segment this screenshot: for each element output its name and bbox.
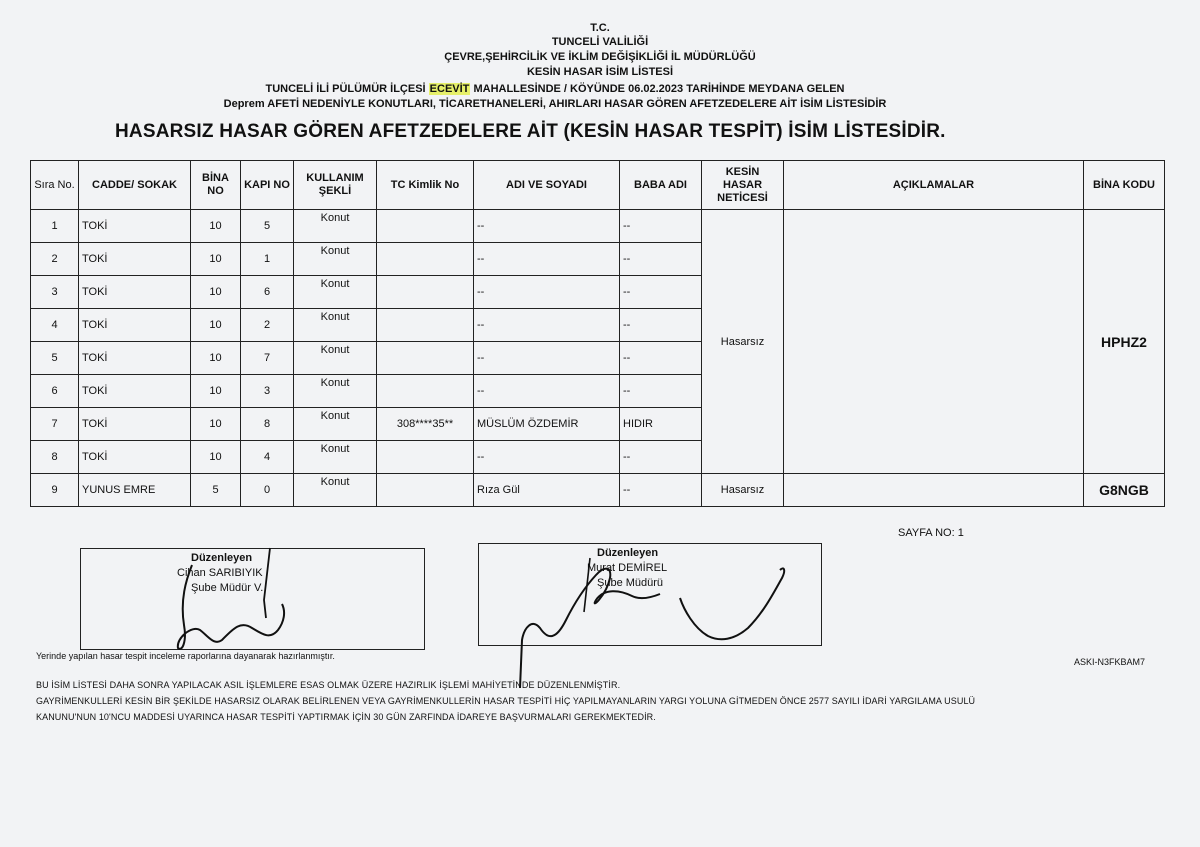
cell-ad: --	[474, 342, 620, 375]
footer-note-1: BU İSİM LİSTESİ DAHA SONRA YAPILACAK ASIL İŞLEMLERE ESAS OLMAK ÜZERE HAZIRLIK İŞLEMİ MAHİYETİNDE DÜZENLENMİŞTİR.	[36, 680, 621, 690]
signature-stroke-1	[178, 565, 284, 649]
cell-sira: 4	[31, 309, 79, 342]
cell-bina: 10	[191, 408, 241, 441]
cell-kapi: 7	[241, 342, 294, 375]
cell-kullanim: Konut	[294, 375, 377, 408]
cell-ad: --	[474, 243, 620, 276]
cell-bina: 10	[191, 210, 241, 243]
cell-bina: 10	[191, 441, 241, 474]
cell-cadde: TOKİ	[79, 408, 191, 441]
cell-sira: 2	[31, 243, 79, 276]
cell-bina: 10	[191, 309, 241, 342]
header-mudurluk: ÇEVRE,ŞEHİRCİLİK VE İKLİM DEĞİŞİKLİĞİ İL MÜDÜRLÜĞÜ	[444, 51, 756, 63]
col-bina-no: BİNA NO	[191, 161, 241, 210]
cell-ad: --	[474, 309, 620, 342]
cell-tc: 308****35**	[377, 408, 474, 441]
cell-baba: --	[620, 210, 702, 243]
cell-kapi: 1	[241, 243, 294, 276]
header-disaster: Deprem AFETİ NEDENİYLE KONUTLARI, TİCARETHANELERİ, AHIRLARI HASAR GÖREN AFETZEDELERE AİT İSİM LİSTESİDİR	[223, 98, 887, 110]
cell-kullanim: Konut	[294, 210, 377, 243]
cell-cadde: TOKİ	[79, 441, 191, 474]
col-bina-kodu: BİNA KODU	[1084, 161, 1165, 210]
cell-kesin-group1: Hasarsız	[702, 210, 784, 474]
signature-stroke-2c	[584, 558, 590, 612]
cell-bina-kodu-group1: HPHZ2	[1084, 210, 1165, 474]
cell-sira: 9	[31, 474, 79, 507]
cell-baba: --	[620, 474, 702, 507]
cell-kullanim: Konut	[294, 243, 377, 276]
cell-kullanim: Konut	[294, 441, 377, 474]
cell-kullanim: Konut	[294, 408, 377, 441]
cell-sira: 3	[31, 276, 79, 309]
cell-kullanim: Konut	[294, 474, 377, 507]
cell-kullanim: Konut	[294, 276, 377, 309]
cell-cadde: TOKİ	[79, 276, 191, 309]
header-location-post: MAHALLESİNDE / KÖYÜNDE 06.02.2023 TARİHİNDE MEYDANA GELEN	[470, 83, 845, 95]
col-kullanim: KULLANIM ŞEKLİ	[294, 161, 377, 210]
signature-stroke-2	[520, 569, 660, 688]
cell-kullanim: Konut	[294, 309, 377, 342]
header-location-highlight: ECEVİT	[429, 83, 470, 95]
header-tc: T.C.	[590, 22, 610, 34]
cell-cadde: TOKİ	[79, 375, 191, 408]
col-kapi-no: KAPI NO	[241, 161, 294, 210]
col-sira: Sıra No.	[31, 161, 79, 210]
cell-bina: 10	[191, 276, 241, 309]
cell-baba: --	[620, 243, 702, 276]
col-kesin: KESİN HASAR NETİCESİ	[702, 161, 784, 210]
sig2-role: Şube Müdürü	[597, 577, 664, 589]
cell-cadde: TOKİ	[79, 309, 191, 342]
col-tc: TC Kimlik No	[377, 161, 474, 210]
cell-ad: MÜSLÜM ÖZDEMİR	[474, 408, 620, 441]
cell-bina-kodu-row9: G8NGB	[1084, 474, 1165, 507]
sig1-name: Cihan SARIBIYIK	[177, 567, 263, 579]
cell-sira: 8	[31, 441, 79, 474]
cell-cadde: YUNUS EMRE	[79, 474, 191, 507]
header-location-pre: TUNCELİ İLİ PÜLÜMÜR İLÇESİ	[265, 83, 429, 95]
cell-sira: 6	[31, 375, 79, 408]
sig1-role: Şube Müdür V.	[191, 582, 264, 594]
cell-kapi: 4	[241, 441, 294, 474]
cell-cadde: TOKİ	[79, 342, 191, 375]
cell-kapi: 5	[241, 210, 294, 243]
footer-document-id: ASKI-N3FKBAM7	[1074, 657, 1146, 667]
main-title: HASARSIZ HASAR GÖREN AFETZEDELERE AİT (KESİN HASAR TESPİT) İSİM LİSTESİDİR.	[115, 121, 946, 142]
cell-ad: Rıza Gül	[474, 474, 620, 507]
signature-stroke-2b	[680, 568, 784, 639]
cell-baba: --	[620, 375, 702, 408]
header-valilik: TUNCELİ VALİLİĞİ	[551, 36, 649, 48]
cell-kapi: 0	[241, 474, 294, 507]
cell-cadde: TOKİ	[79, 243, 191, 276]
sig2-name: Murat DEMİREL	[587, 562, 668, 574]
cell-ad: --	[474, 210, 620, 243]
cell-ad: --	[474, 276, 620, 309]
cell-sira: 1	[31, 210, 79, 243]
cell-sira: 5	[31, 342, 79, 375]
cell-kapi: 3	[241, 375, 294, 408]
col-ad: ADI VE SOYADI	[474, 161, 620, 210]
col-aciklama: AÇIKLAMALAR	[784, 161, 1084, 210]
cell-baba: HIDIR	[620, 408, 702, 441]
header-list-title: KESİN HASAR İSİM LİSTESİ	[526, 66, 674, 78]
cell-kapi: 6	[241, 276, 294, 309]
footer-prepared-note: Yerinde yapılan hasar tespit inceleme raporlarına dayanarak hazırlanmıştır.	[36, 651, 335, 661]
cell-baba: --	[620, 441, 702, 474]
col-cadde: CADDE/ SOKAK	[79, 161, 191, 210]
signature-stroke-1b	[264, 548, 270, 618]
footer-note-2: GAYRİMENKULLERİ KESİN BİR ŞEKİLDE HASARSIZ OLARAK BELİRLENEN VEYA GAYRİMENKULLERİN HASAR TESPİTİ HİÇ YAPILMAYANLARIN YARGI YOLUNA GİTMEDEN ÖNCE 2577 SAYILI İDARİ YARGILAMA USULÜ	[36, 696, 976, 706]
cell-ad: --	[474, 441, 620, 474]
cell-ad: --	[474, 375, 620, 408]
cell-bina: 10	[191, 243, 241, 276]
page-number: SAYFA NO: 1	[898, 527, 964, 539]
cell-bina: 5	[191, 474, 241, 507]
col-baba: BABA ADI	[620, 161, 702, 210]
sig1-title: Düzenleyen	[191, 552, 253, 564]
cell-bina: 10	[191, 342, 241, 375]
cell-baba: --	[620, 309, 702, 342]
cell-cadde: TOKİ	[79, 210, 191, 243]
cell-kapi: 8	[241, 408, 294, 441]
cell-kapi: 2	[241, 309, 294, 342]
cell-baba: --	[620, 276, 702, 309]
footer-note-3: KANUNU'NUN 10'NCU MADDESİ UYARINCA HASAR TESPİTİ YAPTIRMAK İÇİN 30 GÜN ZARFINDA İDAREYE BAŞVURMALARI GEREKMEKTEDİR.	[36, 712, 656, 722]
cell-kesin-row9: Hasarsız	[702, 474, 784, 507]
cell-bina: 10	[191, 375, 241, 408]
sig2-title: Düzenleyen	[597, 547, 659, 559]
cell-baba: --	[620, 342, 702, 375]
cell-sira: 7	[31, 408, 79, 441]
cell-kullanim: Konut	[294, 342, 377, 375]
